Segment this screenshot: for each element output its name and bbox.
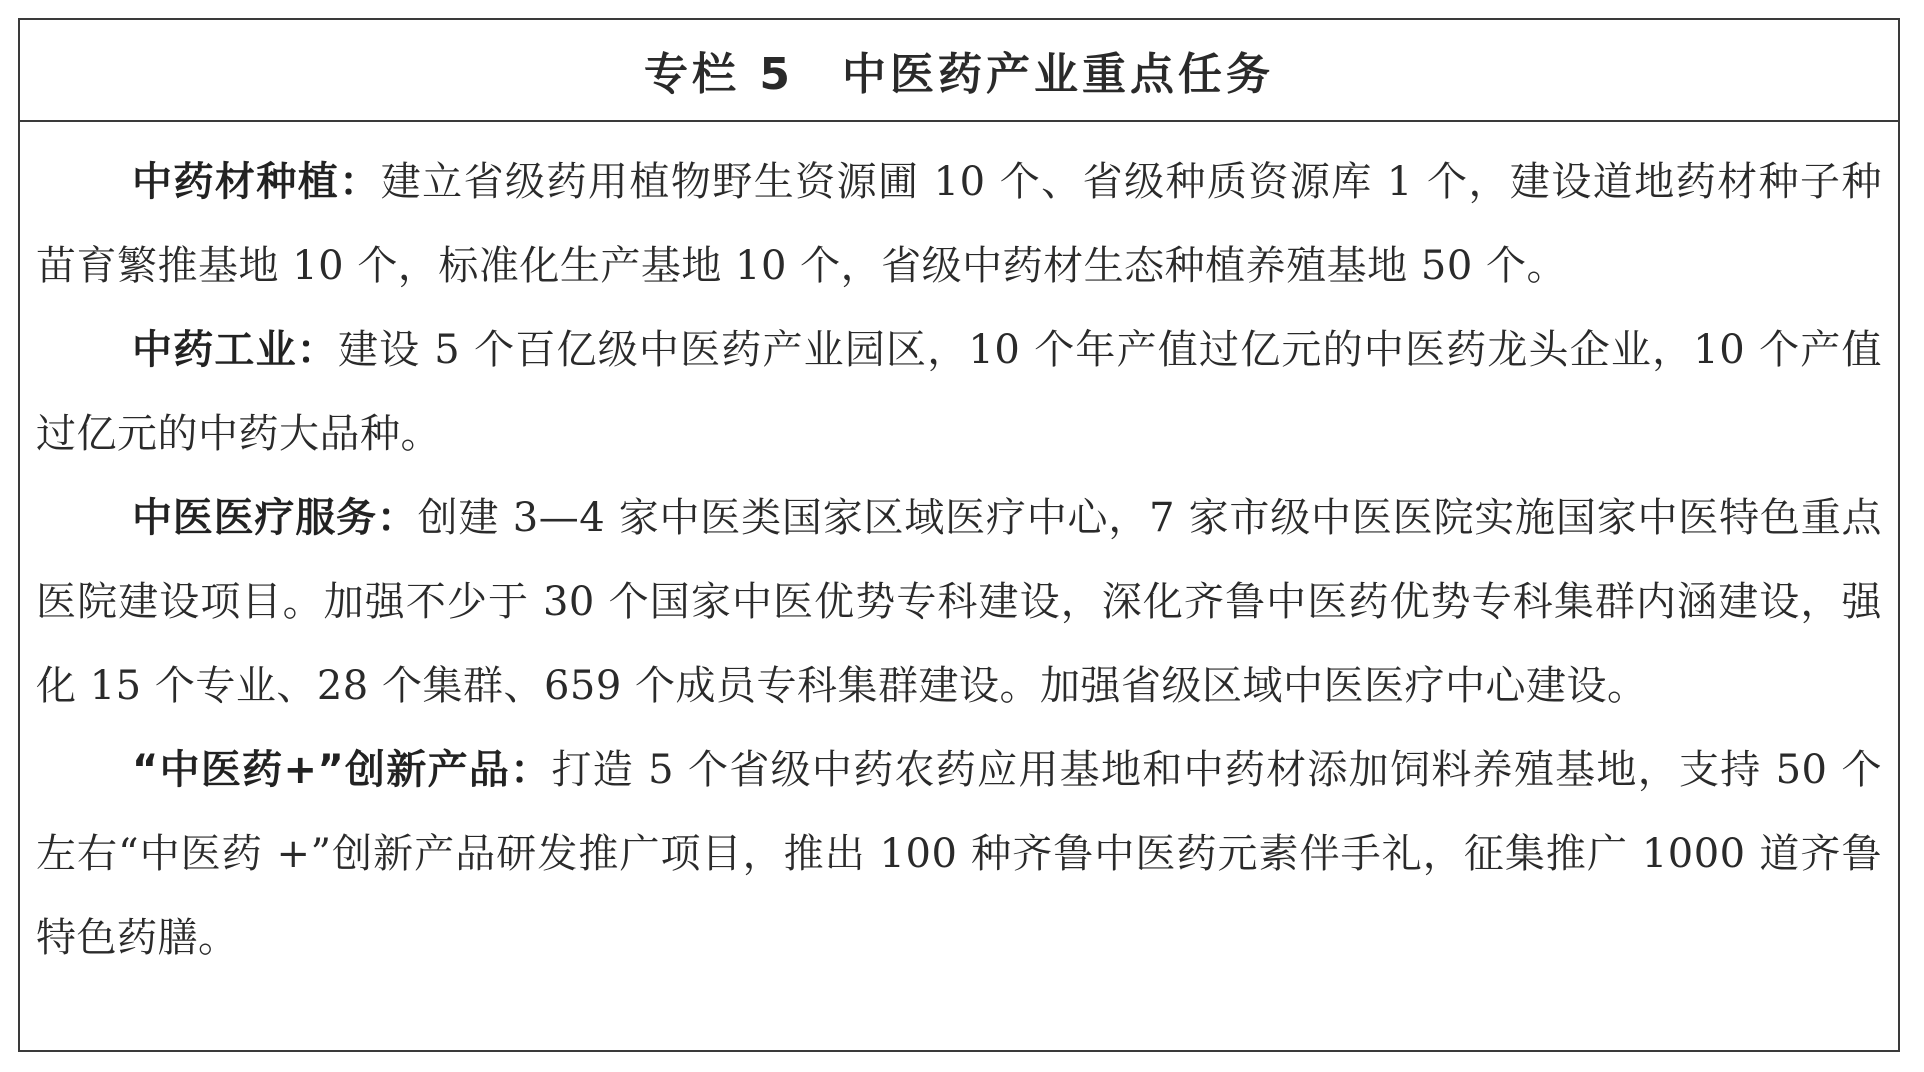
paragraph-heading: 中药材种植： <box>132 159 381 205</box>
column-title-row <box>20 20 1898 122</box>
paragraph-heading: “中医药+”创新产品： <box>132 747 552 793</box>
column-content <box>20 122 1898 980</box>
column-box <box>18 18 1900 1052</box>
paragraph-text: 建设 5 个百亿级中医药产业园区，10 个年产值过亿元的中医药龙头企业，10 个产值过亿元的中药大品种。 <box>36 327 1883 457</box>
paragraph-tcm-industry <box>36 308 1882 476</box>
paragraph-heading: 中医医疗服务： <box>132 495 418 541</box>
paragraph-herb-cultivation <box>36 140 1882 308</box>
paragraph-heading: 中药工业： <box>132 327 338 373</box>
paragraph-text: 建立省级药用植物野生资源圃 10 个、省级种质资源库 1 个，建设道地药材种子种苗育繁推基地 10 个，标准化生产基地 10 个，省级中药材生态种植养殖基地 50 个。 <box>36 159 1882 289</box>
paragraph-innovative-products <box>36 728 1882 980</box>
paragraph-text: 打造 5 个省级中药农药应用基地和中药材添加饲料养殖基地，支持 50 个左右“中医药 +”创新产品研发推广项目，推出 100 种齐鲁中医药元素伴手礼，征集推广 1000 道齐鲁特色药膳。 <box>36 747 1882 961</box>
paragraph-medical-services <box>36 476 1882 728</box>
column-title: 专栏 5 中医药产业重点任务 <box>644 49 1274 100</box>
paragraph-text: 创建 3—4 家中医类国家区域医疗中心，7 家市级中医医院实施国家中医特色重点医院建设项目。加强不少于 30 个国家中医优势专科建设，深化齐鲁中医药优势专科集群内涵建设，强化 15 个专业、28 个集群、659 个成员专科集群建设。加强省级区域中医医疗中心建设。 <box>36 495 1882 709</box>
